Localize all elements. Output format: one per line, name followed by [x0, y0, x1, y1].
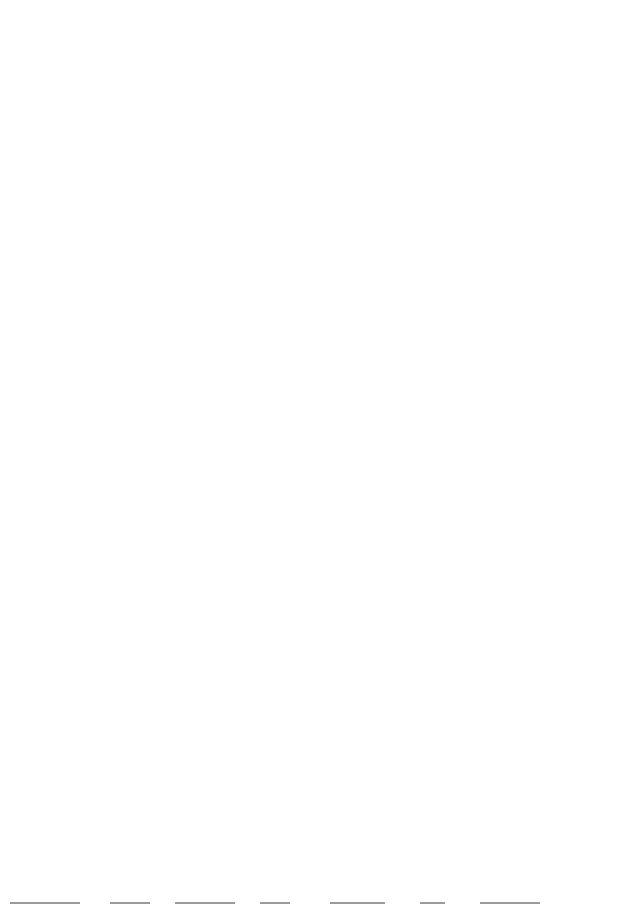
scan-edge-artifact: [0, 899, 640, 905]
